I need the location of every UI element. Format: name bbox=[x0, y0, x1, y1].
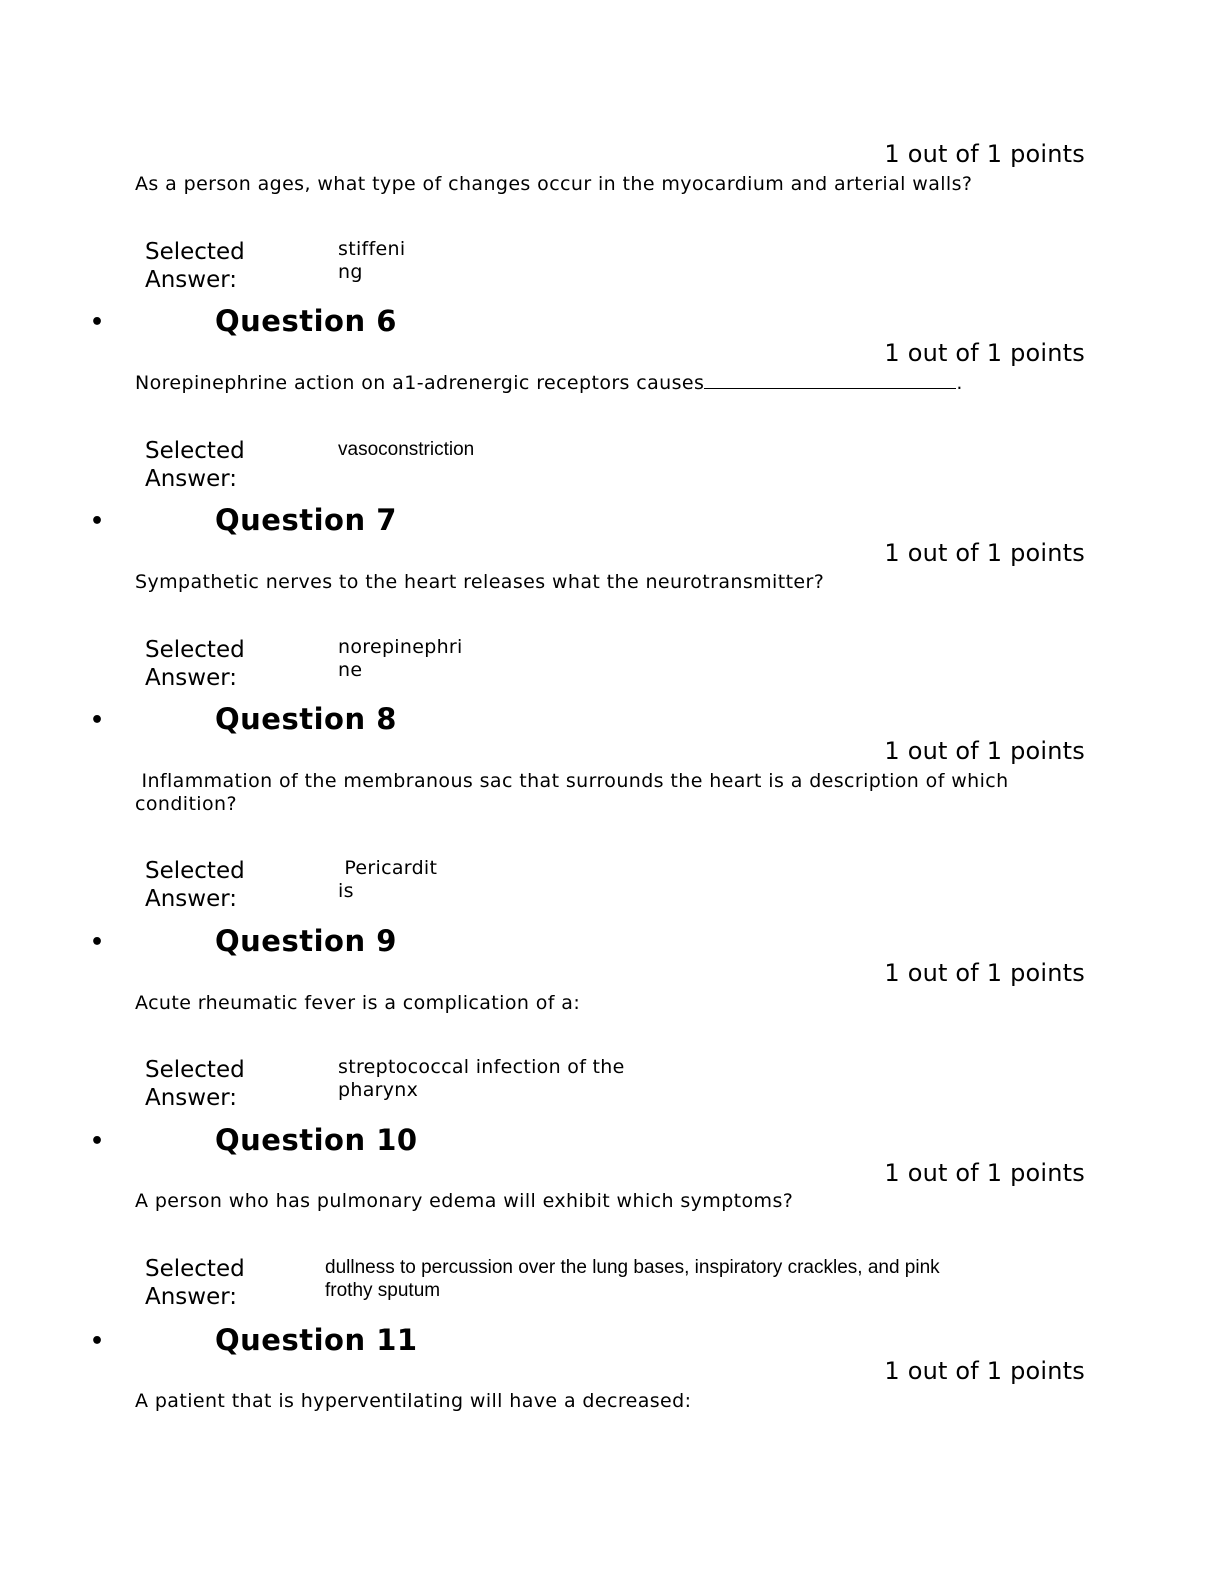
question-text: Acute rheumatic fever is a complication of a: bbox=[135, 992, 581, 1014]
points-score: 1 out of 1 points bbox=[884, 1357, 1085, 1385]
selected-answer-value: stiffeni ng bbox=[338, 238, 406, 283]
selected-answer-value: vasoconstriction bbox=[338, 439, 475, 460]
selected-answer-label: Selected Answer: bbox=[145, 1256, 245, 1310]
points-score: 1 out of 1 points bbox=[884, 140, 1085, 168]
bullet: • bbox=[90, 1129, 105, 1154]
selected-answer-label: Selected Answer: bbox=[145, 637, 245, 691]
question-text: Inflammation of the membranous sac that surrounds the heart is a description of which condition? bbox=[135, 770, 1009, 815]
points-score: 1 out of 1 points bbox=[884, 737, 1085, 765]
question-title: Question 6 bbox=[215, 304, 397, 338]
question-title: Question 8 bbox=[215, 702, 397, 736]
selected-answer-value: dullness to percussion over the lung bases, inspiratory crackles, and pink frothy sputum bbox=[325, 1257, 940, 1301]
points-score: 1 out of 1 points bbox=[884, 1159, 1085, 1187]
points-score: 1 out of 1 points bbox=[884, 959, 1085, 987]
points-score: 1 out of 1 points bbox=[884, 339, 1085, 367]
question-text: A person who has pulmonary edema will exhibit which symptoms? bbox=[135, 1190, 794, 1212]
points-score: 1 out of 1 points bbox=[884, 539, 1085, 567]
bullet: • bbox=[90, 930, 105, 955]
question-text: As a person ages, what type of changes occur in the myocardium and arterial walls? bbox=[135, 173, 973, 195]
selected-answer-label: Selected Answer: bbox=[145, 858, 245, 912]
fill-in-blank bbox=[704, 372, 956, 389]
selected-answer-label: Selected Answer: bbox=[145, 239, 245, 293]
question-title: Question 11 bbox=[215, 1323, 418, 1357]
selected-answer-label: Selected Answer: bbox=[145, 438, 245, 492]
question-title: Question 9 bbox=[215, 924, 397, 958]
selected-answer-label: Selected Answer: bbox=[145, 1057, 245, 1111]
bullet: • bbox=[90, 310, 105, 335]
question-text: A patient that is hyperventilating will have a decreased: bbox=[135, 1390, 692, 1412]
bullet: • bbox=[90, 1329, 105, 1354]
question-title: Question 7 bbox=[215, 503, 397, 537]
bullet: • bbox=[90, 708, 105, 733]
selected-answer-value: Pericardit is bbox=[338, 857, 438, 902]
selected-answer-value: norepinephri ne bbox=[338, 636, 463, 681]
question-text: Norepinephrine action on a1-adrenergic receptors causes . bbox=[135, 372, 963, 394]
question-text: Sympathetic nerves to the heart releases what the neurotransmitter? bbox=[135, 571, 825, 593]
bullet: • bbox=[90, 509, 105, 534]
selected-answer-value: streptococcal infection of the pharynx bbox=[338, 1056, 625, 1101]
question-title: Question 10 bbox=[215, 1123, 418, 1157]
